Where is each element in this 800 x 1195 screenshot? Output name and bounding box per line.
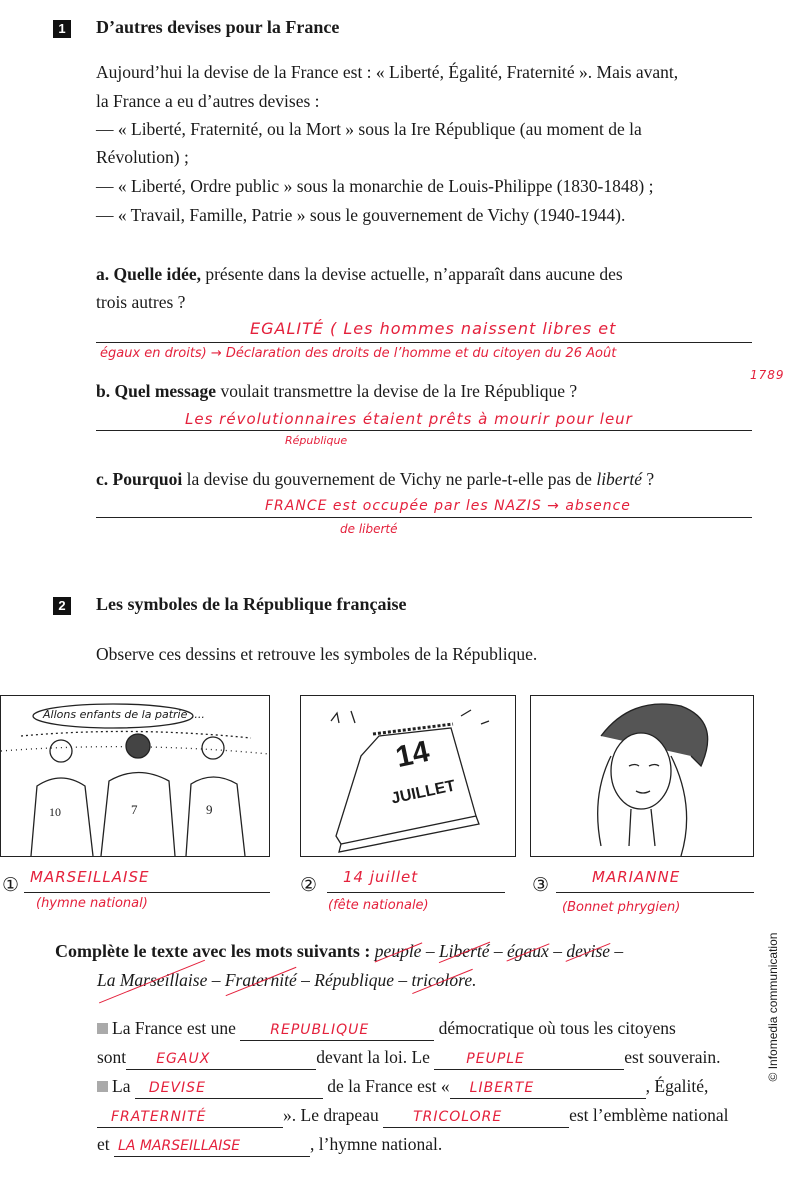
word-devise: devise bbox=[566, 941, 611, 961]
speech-bubble-text: Allons enfants de la patrie .... bbox=[43, 708, 205, 721]
blank-field: LA MARSEILLAISE bbox=[114, 1136, 310, 1157]
calendar-day: 14 bbox=[392, 734, 433, 775]
question-label: c. Pourquoi bbox=[96, 469, 183, 489]
picture-footballers bbox=[0, 695, 270, 857]
blank-field: PEUPLE bbox=[434, 1049, 624, 1070]
handwritten-answer: MARSEILLAISE bbox=[30, 868, 150, 886]
bullet-square bbox=[97, 1081, 108, 1092]
picture-calendar bbox=[300, 695, 516, 857]
complete-label: Complète le texte avec les mots suivants : bbox=[55, 941, 371, 961]
word-peuple: peuple bbox=[374, 941, 422, 961]
fill-line-5 bbox=[97, 1134, 442, 1157]
complete-instruction bbox=[55, 941, 623, 962]
section-number-badge: 1 bbox=[53, 20, 71, 38]
question-italic: liberté bbox=[596, 469, 643, 489]
text: , l’hymne national. bbox=[310, 1134, 443, 1154]
handwritten-answer: Les révolutionnaires étaient prêts à mourir pour leur bbox=[185, 410, 633, 428]
answer-field-3 bbox=[556, 866, 754, 893]
question-text: présente dans la devise actuelle, n’apparaît dans aucune des bbox=[200, 264, 623, 284]
separator: – bbox=[421, 941, 439, 961]
text: ». Le drapeau bbox=[283, 1105, 379, 1125]
fill-line-3 bbox=[97, 1076, 708, 1099]
intro-line: Aujourd’hui la devise de la France est : « Liberté, Égalité, Fraternité ». Mais avant, bbox=[96, 62, 679, 82]
fill-line-2 bbox=[97, 1047, 721, 1070]
section-title: D’autres devises pour la France bbox=[96, 17, 340, 37]
question-label: b. Quel message bbox=[96, 381, 217, 401]
separator: – bbox=[207, 970, 225, 990]
handwritten-note: (hymne national) bbox=[36, 896, 148, 911]
svg-text:10: 10 bbox=[49, 805, 61, 819]
svg-text:9: 9 bbox=[206, 802, 213, 817]
handwritten-answer: égaux en droits) → Déclaration des droits de l’homme et du citoyen du 26 Août bbox=[100, 346, 617, 361]
period: . bbox=[472, 970, 477, 990]
text: , Égalité, bbox=[645, 1076, 709, 1096]
question-label: a. Quelle idée, bbox=[96, 264, 201, 284]
picture-marianne bbox=[530, 695, 754, 857]
separator: – bbox=[296, 970, 315, 990]
handwritten-note: (Bonnet phrygien) bbox=[562, 900, 681, 915]
word-liberte: Liberté bbox=[438, 941, 490, 961]
complete-instruction-cont bbox=[97, 970, 476, 991]
answer-field-1 bbox=[24, 866, 270, 893]
fill-line-4 bbox=[97, 1105, 728, 1128]
handwritten-answer: de liberté bbox=[340, 522, 398, 536]
picture-number: ① bbox=[2, 875, 20, 896]
intro-line: Révolution) ; bbox=[96, 147, 189, 167]
text: La France est une bbox=[112, 1018, 236, 1038]
calendar-illustration bbox=[301, 696, 515, 856]
text: et bbox=[97, 1134, 110, 1154]
question-text: la devise du gouvernement de Vichy ne parle-t-elle pas de bbox=[182, 469, 597, 489]
text: est souverain. bbox=[624, 1047, 721, 1067]
handwritten-answer: 1789 bbox=[750, 368, 785, 382]
blank-field: EGAUX bbox=[126, 1049, 316, 1070]
answer-field-2 bbox=[327, 866, 505, 893]
section-title: Les symboles de la République française bbox=[96, 594, 407, 614]
question-a bbox=[96, 264, 623, 285]
instruction: Observe ces dessins et retrouve les symboles de la République. bbox=[96, 644, 538, 664]
bullet-square bbox=[97, 1023, 108, 1034]
intro-line: — « Liberté, Ordre public » sous la monarchie de Louis-Philippe (1830-1848) ; bbox=[96, 176, 654, 196]
blank-field: FRATERNITÉ bbox=[97, 1107, 283, 1128]
text: démocratique où tous les citoyens bbox=[438, 1018, 676, 1038]
text: sont bbox=[97, 1047, 127, 1067]
answer-line bbox=[96, 342, 752, 343]
picture-number: ③ bbox=[532, 875, 550, 896]
word-egaux: égaux bbox=[507, 941, 549, 961]
copyright: © Infomedia communication bbox=[766, 932, 780, 1082]
blank-field: DEVISE bbox=[135, 1078, 323, 1099]
text: est l’emblème national bbox=[569, 1105, 729, 1125]
word-republique: République bbox=[314, 970, 394, 990]
calendar-month: JUILLET bbox=[389, 777, 457, 808]
picture-number: ② bbox=[300, 875, 318, 896]
handwritten-answer: EGALITÉ ( Les hommes naissent libres et bbox=[250, 319, 617, 338]
separator: – bbox=[610, 941, 624, 961]
blank-field: LIBERTE bbox=[450, 1078, 646, 1099]
word-tricolore: tricolore bbox=[411, 970, 473, 990]
blank-field: REPUBLIQUE bbox=[240, 1020, 434, 1041]
question-c bbox=[96, 469, 654, 490]
intro-line: — « Travail, Famille, Patrie » sous le gouvernement de Vichy (1940-1944). bbox=[96, 205, 626, 225]
word-fraternite: Fraternité bbox=[224, 970, 297, 990]
handwritten-answer: FRANCE est occupée par les NAZIS → absence bbox=[265, 498, 631, 514]
blank-field: TRICOLORE bbox=[383, 1107, 569, 1128]
handwritten-answer: MARIANNE bbox=[592, 868, 681, 886]
fill-line-1 bbox=[97, 1018, 676, 1041]
intro-line: la France a eu d’autres devises : bbox=[96, 91, 320, 111]
separator: – bbox=[548, 941, 567, 961]
separator: – bbox=[489, 941, 508, 961]
answer-line bbox=[96, 430, 752, 431]
handwritten-note: (fête nationale) bbox=[328, 898, 429, 913]
word-marseillaise: La Marseillaise bbox=[97, 970, 208, 990]
text: de la France est « bbox=[327, 1076, 450, 1096]
handwritten-answer: 14 juillet bbox=[343, 868, 419, 886]
intro-line: — « Liberté, Fraternité, ou la Mort » sous la Ire République (au moment de la bbox=[96, 119, 642, 139]
handwritten-answer: République bbox=[285, 434, 348, 447]
section-number-badge: 2 bbox=[53, 597, 71, 615]
question-a-cont: trois autres ? bbox=[96, 292, 186, 312]
svg-text:7: 7 bbox=[131, 802, 138, 817]
question-end: ? bbox=[642, 469, 655, 489]
question-text: voulait transmettre la devise de la Ire République ? bbox=[216, 381, 578, 401]
text: La bbox=[112, 1076, 131, 1096]
answer-line bbox=[96, 517, 752, 518]
separator: – bbox=[394, 970, 412, 990]
question-b bbox=[96, 381, 577, 402]
text: devant la loi. Le bbox=[316, 1047, 430, 1067]
marianne-illustration bbox=[531, 696, 753, 856]
